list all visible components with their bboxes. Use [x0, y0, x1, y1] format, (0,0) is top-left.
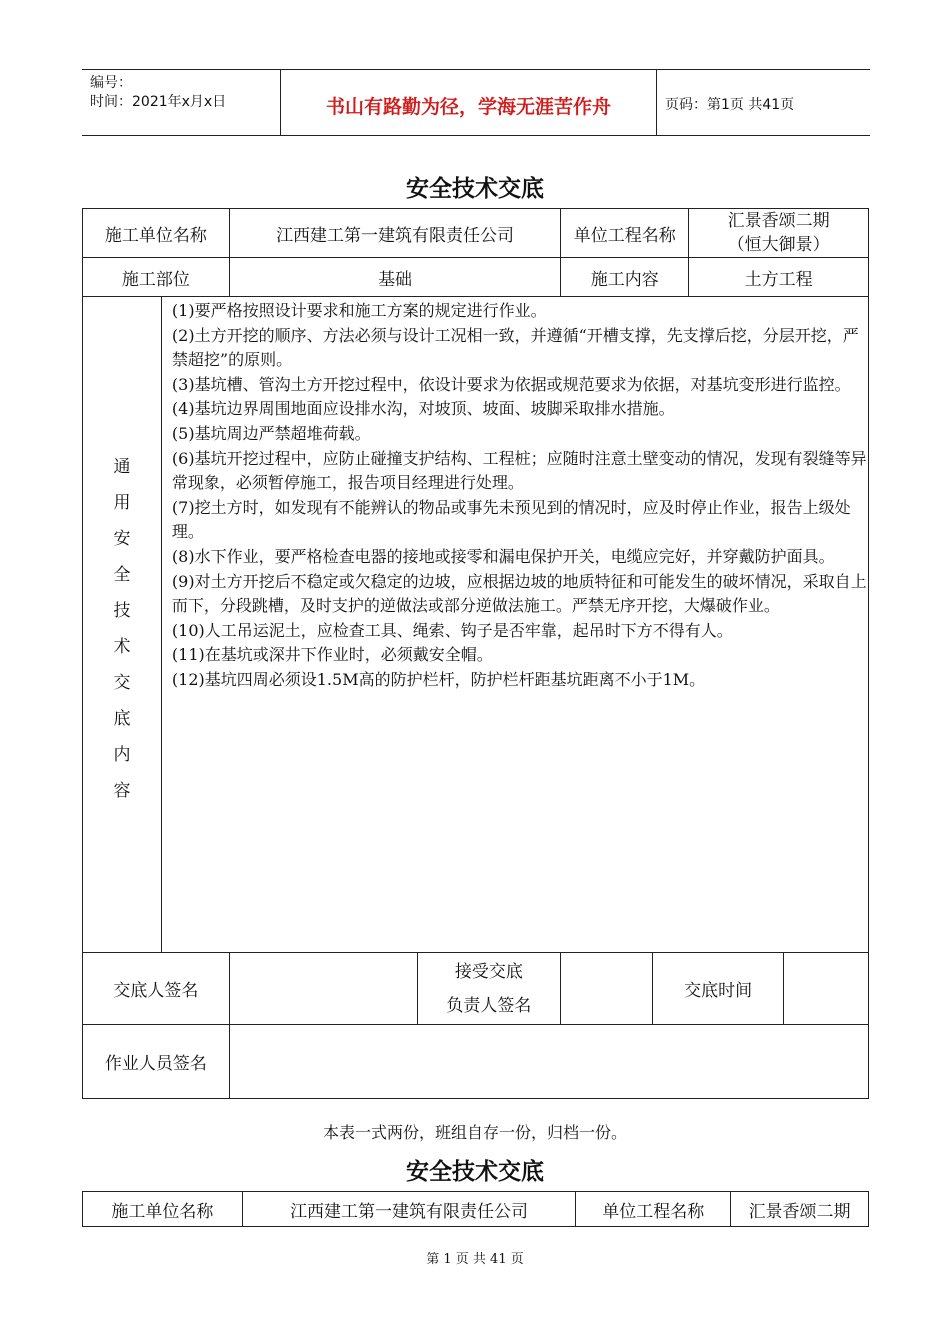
unit-name-label: 施工单位名称 — [83, 209, 230, 258]
section-label-char: 技 — [113, 600, 131, 621]
section-label-char: 容 — [113, 780, 131, 801]
content-item: (4)基坑边界周围地面应设排水沟，对坡顶、坡面、坡脚采取排水措施。 — [171, 399, 675, 419]
unit-name-value: 江西建工第一建筑有限责任公司 — [229, 209, 561, 258]
project-name-label: 单位工程名称 — [561, 209, 689, 258]
header-page-label: 页码：第1页 共41页 — [665, 97, 795, 113]
signer-field[interactable] — [229, 953, 417, 1025]
project-name-value — [689, 209, 869, 258]
content-item: (6)基坑开挖过程中，应防止碰撞支护结构、工程桩；应随时注意土壁变动的情况，发现有裂缝等异常现象，必须暂停施工，报告项目经理进行处理。 — [171, 448, 867, 493]
content-item: (10)人工吊运泥土，应检查工具、绳索、钩子是否牢靠，起吊时下方不得有人。 — [171, 620, 733, 640]
form-note: 本表一式两份，班组自存一份，归档一份。 — [322, 1123, 627, 1142]
section-label-char: 内 — [113, 744, 131, 765]
content-label: 施工内容 — [561, 258, 689, 297]
location-value: 基础 — [229, 258, 561, 297]
header-bottom-rule — [82, 135, 870, 136]
briefing-time-field[interactable] — [784, 953, 869, 1025]
table2-project-name-value: 汇景香颂二期 — [731, 1192, 869, 1227]
section-label-char: 用 — [113, 492, 131, 513]
receiver-label-line1: 接受交底 — [454, 961, 523, 982]
workers-label: 作业人员签名 — [83, 1025, 230, 1099]
section-label-char: 交 — [113, 672, 131, 693]
receiver-field[interactable] — [561, 953, 653, 1025]
safety-briefing-table — [82, 208, 869, 1099]
page-footer: 第 1 页 共 41 页 — [426, 1252, 524, 1267]
header-divider-right — [656, 70, 657, 135]
table2-project-name-label: 单位工程名称 — [576, 1192, 731, 1227]
header-top-rule — [82, 69, 870, 70]
section-label-char: 全 — [113, 564, 131, 585]
content-item: (2)土方开挖的顺序、方法必须与设计工况相一致，并遵循“开槽支撑，先支撑后挖，分层开挖，严禁超挖”的原则。 — [171, 325, 859, 370]
table2-unit-name-value: 江西建工第一建筑有限责任公司 — [242, 1192, 576, 1227]
header-time-label: 时间：2021年x月x日 — [90, 94, 227, 110]
project-name-value-line1: 汇景香颂二期 — [727, 211, 830, 231]
project-name-value-line2: （恒大御景） — [727, 235, 830, 255]
signer-label: 交底人签名 — [83, 953, 230, 1025]
content-item: (1)要严格按照设计要求和施工方案的规定进行作业。 — [171, 301, 547, 320]
section-label-char: 底 — [113, 708, 131, 729]
header-motto: 书山有路勤为径，学海无涯苦作舟 — [325, 96, 611, 118]
section-label-vertical — [83, 297, 162, 953]
header-number-label: 编号： — [90, 75, 132, 91]
section-label-char: 安 — [113, 528, 131, 549]
content-item: (9)对土方开挖后不稳定或欠稳定的边坡，应根据边坡的地质特征和可能发生的破坏情况，采取自上而下，分段跳槽，及时支护的逆做法或部分逆做法施工。严禁无序开挖，大爆破作业。 — [171, 571, 867, 616]
safety-content — [161, 297, 868, 953]
content-item: (8)水下作业，要严格检查电器的接地或接零和漏电保护开关，电缆应完好，并穿戴防护面具。 — [171, 546, 835, 566]
section-label-text — [83, 449, 161, 809]
receiver-label — [417, 953, 561, 1025]
content-item: (12)基坑四周必须设1.5M高的防护栏杆，防护栏杆距基坑距离不小于1M。 — [171, 669, 706, 689]
content-item: (11)在基坑或深井下作业时，必须戴安全帽。 — [171, 645, 493, 665]
content-item: (7)挖土方时，如发现有不能辨认的物品或事先未预见到的情况时，应及时停止作业，报告上级处理。 — [171, 497, 851, 542]
content-item: (5)基坑周边严禁超堆荷载。 — [171, 423, 371, 443]
table2-unit-name-label: 施工单位名称 — [83, 1192, 243, 1227]
page-title: 安全技术交底 — [406, 176, 544, 202]
section-label-char: 术 — [113, 636, 131, 657]
content-value: 土方工程 — [689, 258, 869, 297]
safety-briefing-table-2 — [82, 1191, 869, 1227]
briefing-time-label: 交底时间 — [653, 953, 784, 1025]
receiver-label-line2: 负责人签名 — [446, 995, 532, 1016]
content-item: (3)基坑槽、管沟土方开挖过程中，依设计要求为依据或规范要求为依据，对基坑变形进行监控。 — [171, 374, 851, 394]
location-label: 施工部位 — [83, 258, 230, 297]
section-label-char: 通 — [113, 456, 131, 477]
page-title-2: 安全技术交底 — [406, 1159, 544, 1185]
workers-field[interactable] — [229, 1025, 868, 1099]
